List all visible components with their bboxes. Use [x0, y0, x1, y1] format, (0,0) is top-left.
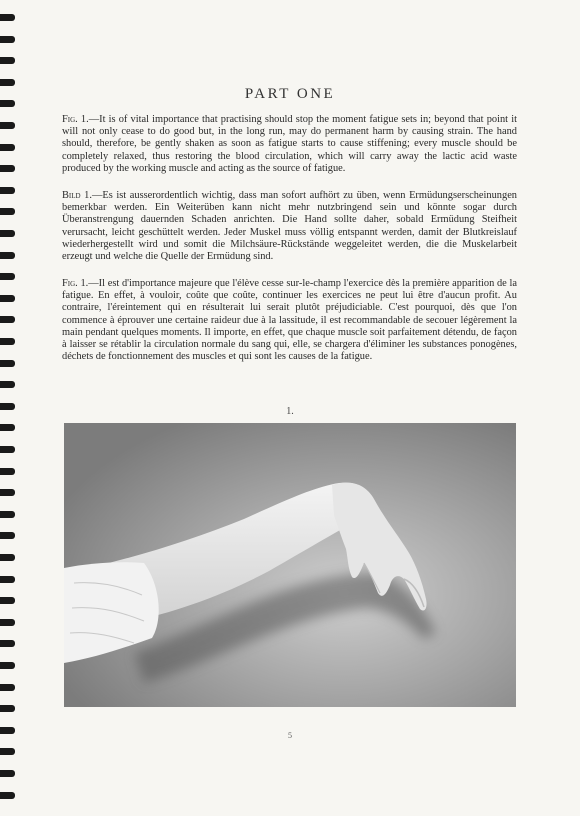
hand-photograph — [64, 423, 516, 707]
binding-ring — [0, 187, 15, 194]
binding-ring — [0, 36, 15, 43]
binding-ring — [0, 770, 15, 777]
binding-ring — [0, 619, 15, 626]
binding-ring — [0, 230, 15, 237]
binding-ring — [0, 792, 15, 799]
binding-ring — [0, 597, 15, 604]
binding-ring — [0, 14, 15, 21]
binding-ring — [0, 684, 15, 691]
binding-ring — [0, 424, 15, 431]
binding-ring — [0, 273, 15, 280]
binding-ring — [0, 489, 15, 496]
binding-ring — [0, 468, 15, 475]
binding-ring — [0, 360, 15, 367]
binding-ring — [0, 79, 15, 86]
page-heading: PART ONE — [244, 86, 336, 102]
paragraph-text: —It is of vital importance that practising should stop the moment fatigue sets in; beyond that point it will not only cease to do good but, in the long run, may do permanent harm by causing strain. The hand should, therefore, be gently shaken as soon as fatigue starts to cause stiffening; every muscle should be completely relaxed, thus restoring the blood circulation, which will carry away the lactic acid waste produced by the working muscle and acting as the source of fatigue. — [62, 114, 517, 174]
figure-caption-label: Bild 1. — [62, 190, 92, 201]
binding-ring — [0, 208, 15, 215]
figure-caption-label: Fig. 1. — [62, 114, 89, 125]
binding-ring — [0, 576, 15, 583]
hand-illustration — [64, 423, 516, 707]
binding-ring — [0, 338, 15, 345]
paragraph-text: —Il est d'importance majeure que l'élève cesse sur-le-champ l'exercice dès la première apparition de la fatigue. En effet, à vouloir, coûte que coûte, continuer les exercices ne peut lui être d'aucun profit. Au contraire, l'éreintement qui en résulterait lui serait plutôt préjudiciable. C'est pourquoi, dès que l'on commence à éprouver une certaine raideur due à la lassitude, il est recommandable de secouer légèrement la main pendant quelques moments. Il importe, en effet, que chaque muscle soit parfaitement détendu, de façon à laisser se rétablir la circulation normale du sang qui, elle, se chargera d'éliminer les substances ponogènes, déchets de fonctionnement des muscles et qui sont les causes de la fatigue. — [62, 278, 517, 363]
binding-ring — [0, 662, 15, 669]
binding-ring — [0, 640, 15, 647]
binding-ring — [0, 316, 15, 323]
paragraph-french — [62, 278, 517, 363]
page-number: 5 — [288, 731, 292, 740]
figure-caption-label: Fig. 1. — [62, 278, 89, 289]
binding-ring — [0, 144, 15, 151]
binding-ring — [0, 511, 15, 518]
binding-ring — [0, 57, 15, 64]
binding-ring — [0, 446, 15, 453]
figure-number: 1. — [286, 406, 294, 417]
binding-ring — [0, 554, 15, 561]
binding-ring — [0, 252, 15, 259]
paragraph-german — [62, 190, 517, 263]
binding-ring — [0, 381, 15, 388]
binding-ring — [0, 705, 15, 712]
paragraph-text: —Es ist ausserordentlich wichtig, dass man sofort aufhört zu üben, wenn Ermüdungserscheinungen bemerkbar werden. Ein Weiterüben kann nicht mehr nutzbringend sein und könnte sogar durch Überanstrengung dauernden Schaden anrichten. Die Hand sollte daher, sobald Ermüdung Steifheit verursacht, leicht geschüttelt werden. Jeder Muskel muss völlig entspannt werden, damit der Blutkreislauf wiederhergestellt wird und somit die Milchsäure-Rückstände weggeleitet werden, die die Muskelarbeit erzeugt und welche die Quelle der Ermüdung sind. — [62, 190, 518, 263]
binding-ring — [0, 122, 15, 129]
binding-ring — [0, 295, 15, 302]
binding-ring — [0, 165, 15, 172]
paragraph-english — [62, 114, 517, 175]
binding-ring — [0, 532, 15, 539]
binding-ring — [0, 748, 15, 755]
